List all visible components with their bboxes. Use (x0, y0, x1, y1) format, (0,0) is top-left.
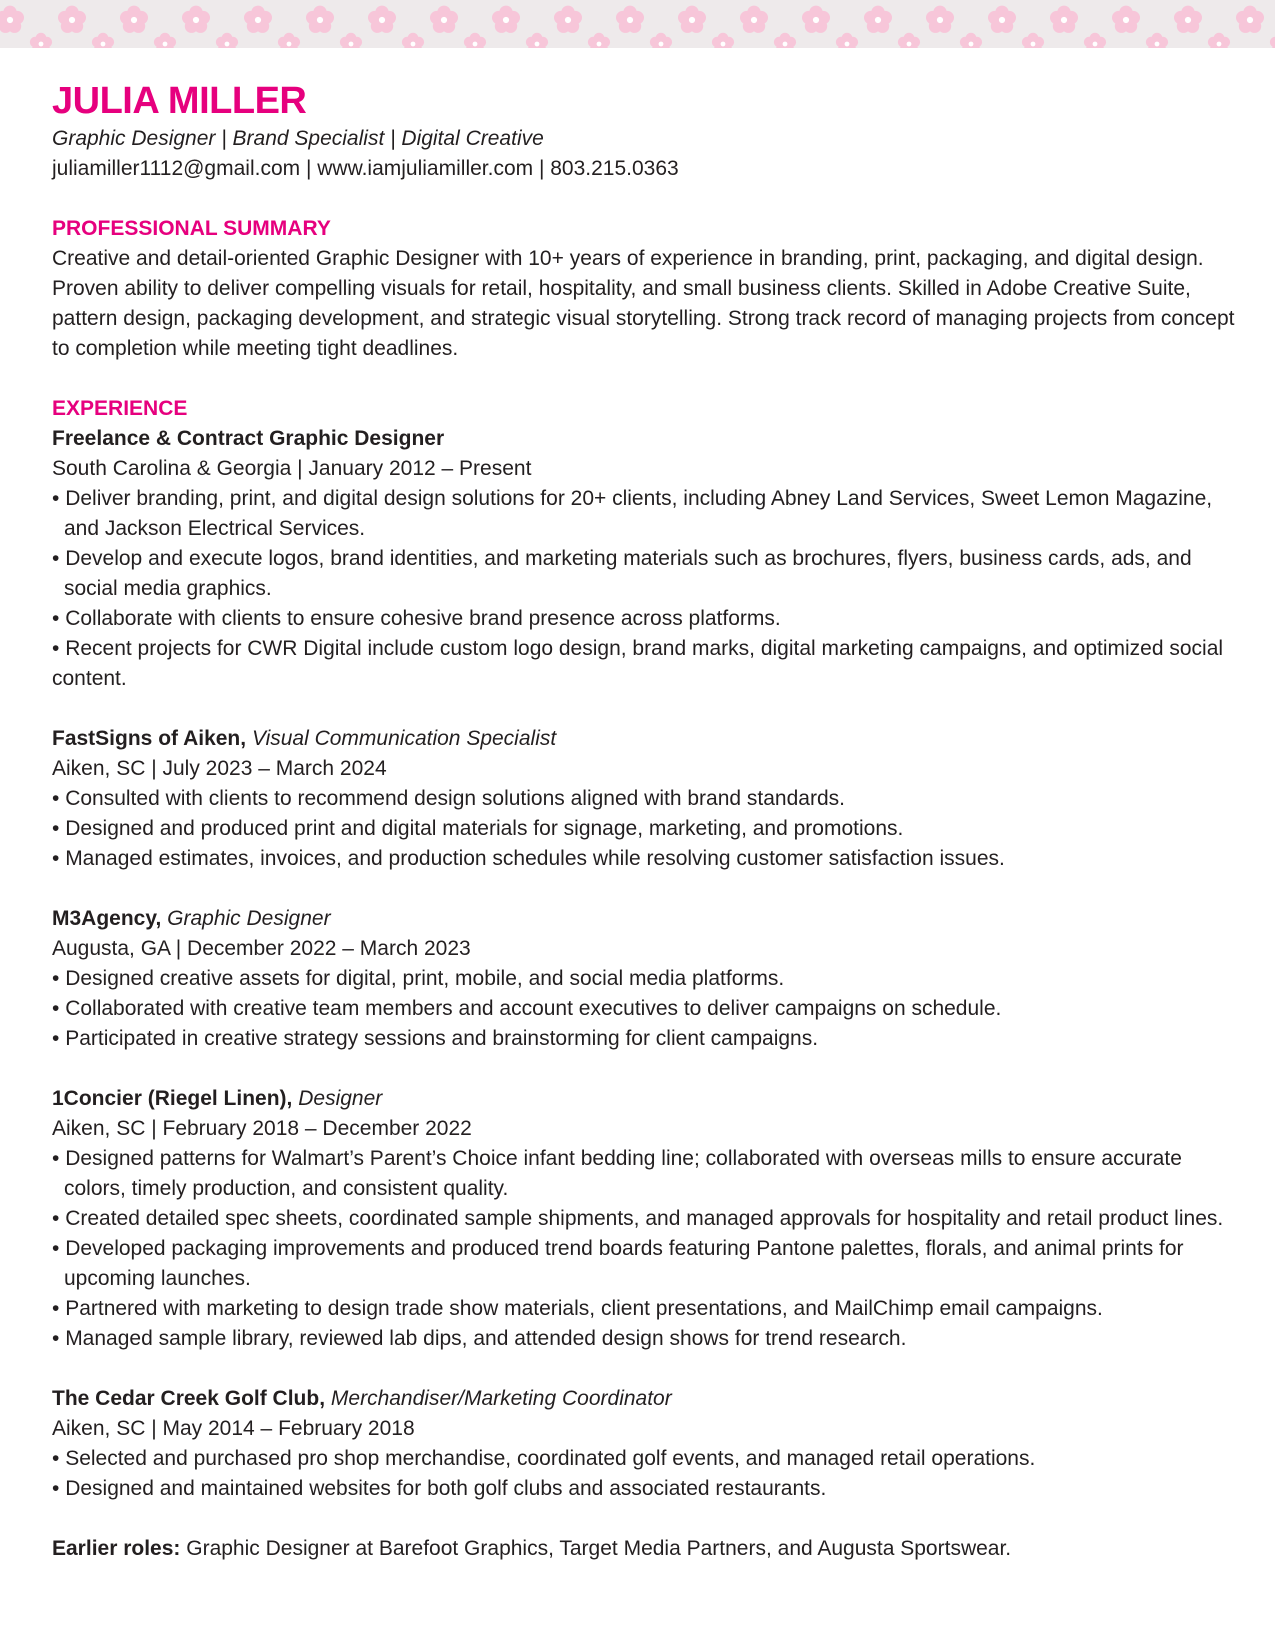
flower-icon (802, 6, 830, 33)
flower-icon (492, 6, 520, 33)
job-bullets (52, 784, 1242, 874)
job-title: 1Concier (Riegel Linen), (52, 1087, 293, 1110)
job-bullets (52, 484, 1242, 694)
job-bullet: • Collaborate with clients to ensure cohesive brand presence across platforms. (52, 604, 1242, 634)
job-bullet: • Recent projects for CWR Digital include custom logo design, brand marks, digital marketing campaigns, and optimized social content. (52, 634, 1242, 694)
job-bullet: • Collaborated with creative team members and account executives to deliver campaigns on schedule. (52, 994, 1242, 1024)
flower-icon (988, 6, 1016, 33)
job-meta: South Carolina & Georgia | January 2012 – Present (52, 457, 532, 480)
flower-icon (30, 33, 52, 48)
job-meta: Aiken, SC | July 2023 – March 2024 (52, 757, 387, 780)
flower-icon (898, 33, 920, 48)
flower-icon (1270, 33, 1275, 48)
job-meta: Augusta, GA | December 2022 – March 2023 (52, 937, 471, 960)
job-bullet: • Partnered with marketing to design trade show materials, client presentations, and MailChimp email campaigns. (52, 1294, 1242, 1324)
flower-icon (402, 33, 424, 48)
resume-page (52, 78, 1242, 1564)
job-bullet: • Develop and execute logos, brand identities, and marketing materials such as brochures, flyers, business cards, ads, and social media graphics. (52, 544, 1242, 604)
flower-icon (960, 33, 982, 48)
tagline: Graphic Designer | Brand Specialist | Digital Creative (52, 127, 544, 150)
job-role: Graphic Designer (167, 907, 331, 930)
flower-icon (278, 33, 300, 48)
job-bullet: • Designed and produced print and digital materials for signage, marketing, and promotions. (52, 814, 1242, 844)
flower-icon (306, 6, 334, 33)
flower-icon (58, 6, 86, 33)
flower-icon (1236, 6, 1264, 33)
earlier-roles-label: Earlier roles: (52, 1537, 181, 1560)
flower-icon (1208, 33, 1230, 48)
job-role: Visual Communication Specialist (251, 727, 557, 750)
floral-pattern-icon (0, 0, 1275, 48)
job-entry (52, 1384, 1242, 1504)
job-header (52, 1384, 1242, 1414)
job-title: FastSigns of Aiken, (52, 727, 247, 750)
job-bullet: • Created detailed spec sheets, coordinated sample shipments, and managed approvals for hospitality and retail product lines. (52, 1204, 1242, 1234)
candidate-name: JULIA MILLER (52, 80, 307, 122)
flower-icon (616, 6, 644, 33)
flower-icon (864, 6, 892, 33)
job-entry (52, 424, 1242, 694)
job-bullets (52, 964, 1242, 1054)
flower-icon (554, 6, 582, 33)
job-entry (52, 1084, 1242, 1354)
job-role: Merchandiser/Marketing Coordinator (330, 1387, 672, 1410)
job-bullet: • Selected and purchased pro shop merchandise, coordinated golf events, and managed retail operations. (52, 1444, 1242, 1474)
job-meta: Aiken, SC | May 2014 – February 2018 (52, 1417, 415, 1440)
flower-icon (740, 6, 768, 33)
flower-icon (526, 33, 548, 48)
flower-icon (588, 33, 610, 48)
flower-icon (1050, 6, 1078, 33)
job-header (52, 1084, 1242, 1114)
job-bullets (52, 1144, 1242, 1354)
job-bullet: • Designed and maintained websites for both golf clubs and associated restaurants. (52, 1474, 1242, 1504)
job-entry (52, 904, 1242, 1054)
earlier-roles-text: Graphic Designer at Barefoot Graphics, Target Media Partners, and Augusta Sportswear. (186, 1537, 1012, 1560)
floral-banner (0, 0, 1275, 48)
flower-icon (464, 33, 486, 48)
job-bullets (52, 1444, 1242, 1504)
job-title: Freelance & Contract Graphic Designer (52, 427, 445, 450)
flower-icon (154, 33, 176, 48)
flower-icon (1084, 33, 1106, 48)
experience-heading: EXPERIENCE (52, 397, 188, 420)
job-bullet: • Managed estimates, invoices, and production schedules while resolving customer satisfaction issues. (52, 844, 1242, 874)
flower-icon (430, 6, 458, 33)
flower-icon (340, 33, 362, 48)
job-title: The Cedar Creek Golf Club, (52, 1387, 326, 1410)
job-title: M3Agency, (52, 907, 162, 930)
job-entry (52, 724, 1242, 874)
contact-line: juliamiller1112@gmail.com | www.iamjuliamiller.com | 803.215.0363 (52, 157, 679, 180)
job-bullet: • Deliver branding, print, and digital design solutions for 20+ clients, including Abney Land Services, Sweet Lemon Magazine, and Jackson Electrical Services. (52, 484, 1242, 544)
summary-heading: PROFESSIONAL SUMMARY (52, 217, 331, 240)
flower-icon (678, 6, 706, 33)
job-bullet: • Managed sample library, reviewed lab dips, and attended design shows for trend research. (52, 1324, 1242, 1354)
job-meta: Aiken, SC | February 2018 – December 2022 (52, 1117, 472, 1140)
earlier-roles (52, 1534, 1242, 1564)
job-header (52, 424, 1242, 454)
flower-icon (92, 33, 114, 48)
job-bullet: • Consulted with clients to recommend design solutions aligned with brand standards. (52, 784, 1242, 814)
flower-icon (926, 6, 954, 33)
job-bullet: • Participated in creative strategy sessions and brainstorming for client campaigns. (52, 1024, 1242, 1054)
flower-icon (712, 33, 734, 48)
job-role: Designer (298, 1087, 383, 1110)
job-bullet: • Developed packaging improvements and produced trend boards featuring Pantone palettes, florals, and animal prints for upcoming launches. (52, 1234, 1242, 1294)
flower-icon (0, 6, 24, 33)
job-header (52, 724, 1242, 754)
flower-icon (1022, 33, 1044, 48)
flower-icon (368, 6, 396, 33)
summary-text: Creative and detail-oriented Graphic Designer with 10+ years of experience in branding, print, packaging, and digital design. Proven ability to deliver compelling visuals for retail, hospitality, and small business clients. Skilled in Adobe Creative Suite, pattern design, packaging development, and strategic visual storytelling. Strong track record of managing projects from concept to completion while meeting tight deadlines. (52, 247, 1235, 360)
flower-icon (1174, 6, 1202, 33)
flower-icon (216, 33, 238, 48)
job-bullet: • Designed creative assets for digital, print, mobile, and social media platforms. (52, 964, 1242, 994)
job-bullet: • Designed patterns for Walmart’s Parent’s Choice infant bedding line; collaborated with overseas mills to ensure accurate colors, timely production, and consistent quality. (52, 1144, 1242, 1204)
flower-icon (774, 33, 796, 48)
flower-icon (650, 33, 672, 48)
flower-icon (182, 6, 210, 33)
job-header (52, 904, 1242, 934)
flower-icon (120, 6, 148, 33)
flower-icon (244, 6, 272, 33)
flower-icon (836, 33, 858, 48)
flower-icon (1146, 33, 1168, 48)
flower-icon (1112, 6, 1140, 33)
